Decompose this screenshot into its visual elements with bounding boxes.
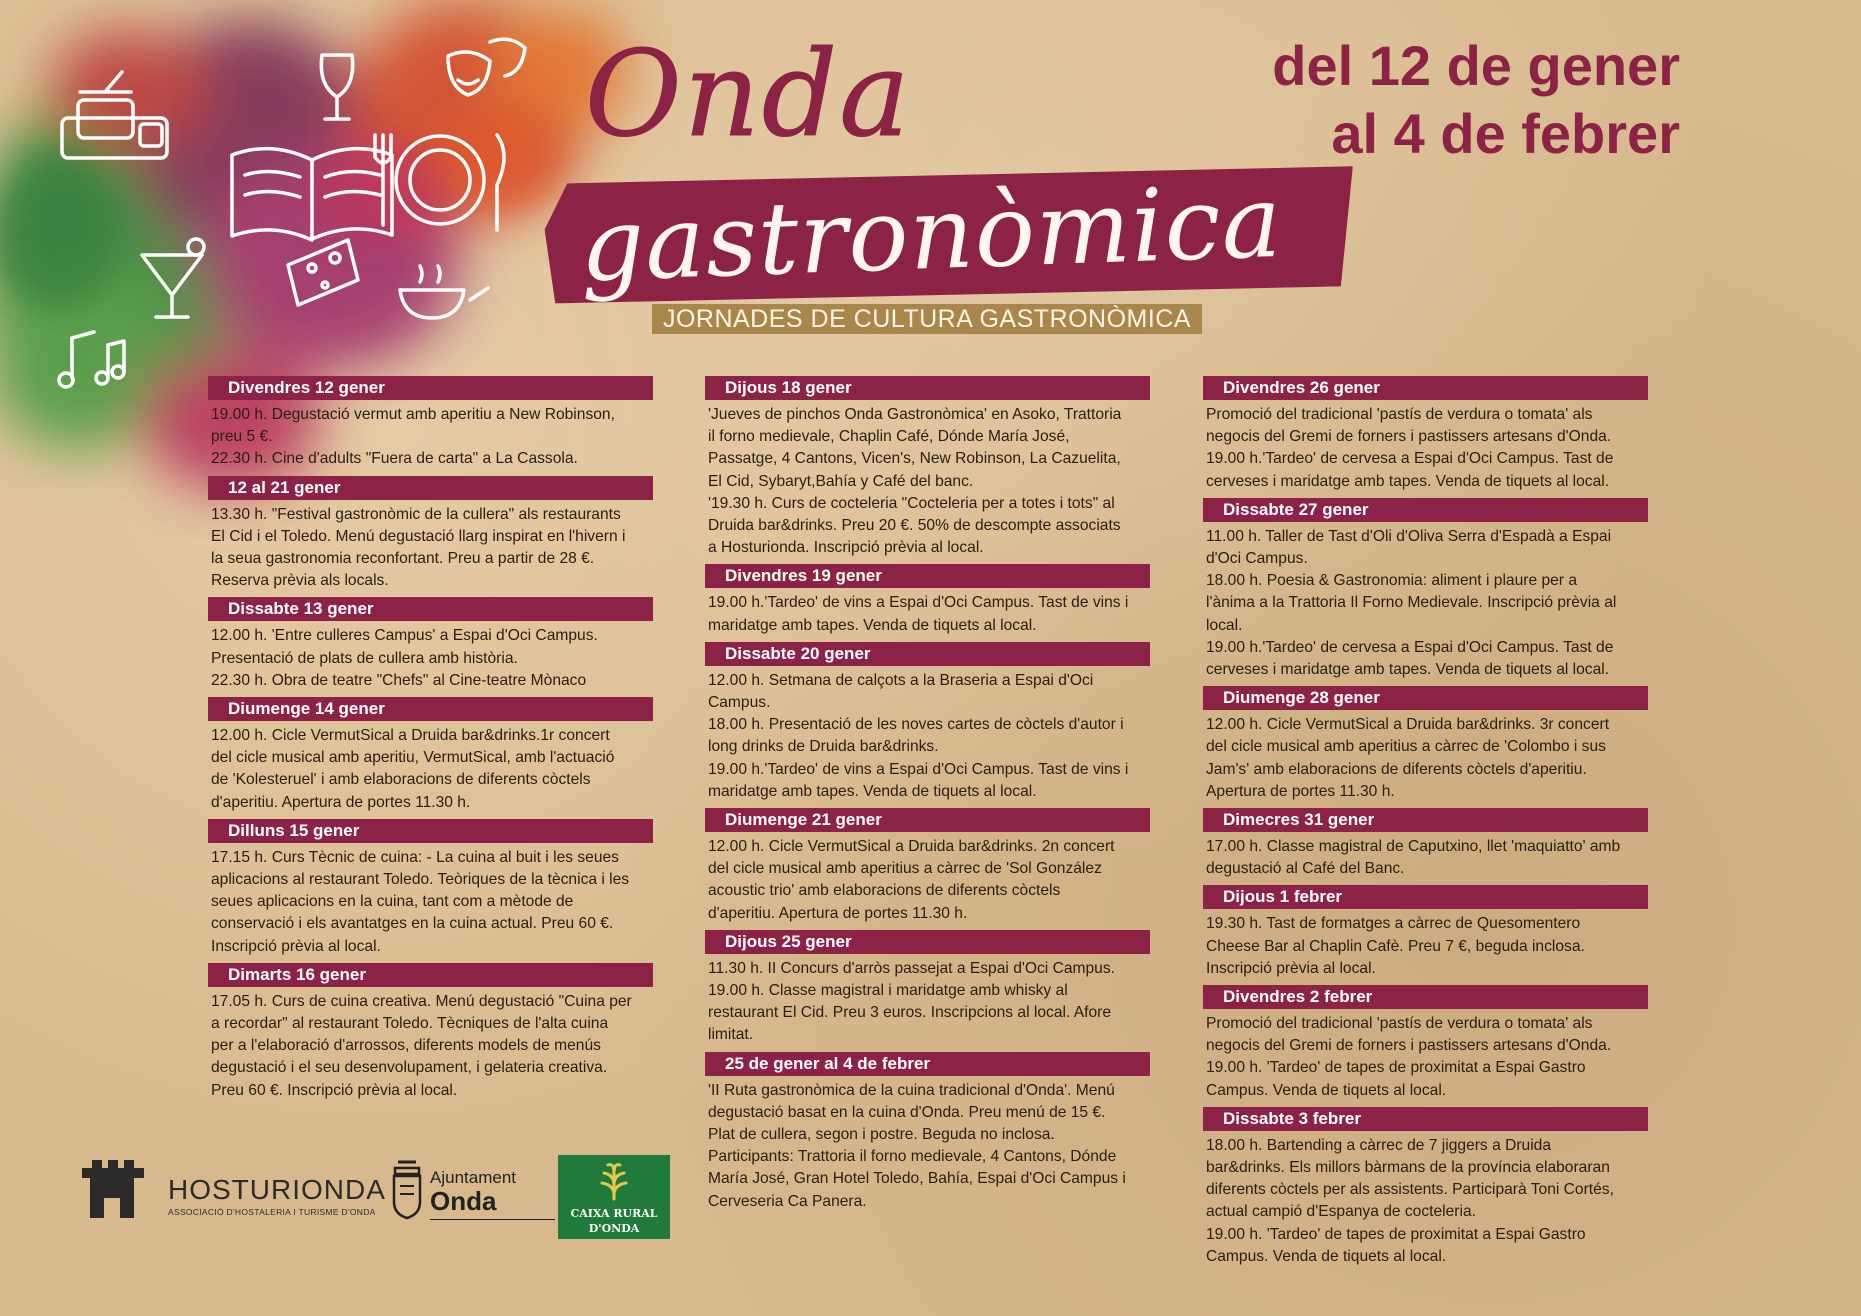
description-line: Passatge, 4 Cantons, Vicen's, New Robinson, La Cazuelita, bbox=[708, 450, 1121, 468]
description-line: Preu 60 €. Inscripció prèvia al local. bbox=[211, 1081, 458, 1099]
description-line: del cicle musical amb aperitiu, VermutSical, amb l'actuació bbox=[211, 749, 615, 767]
description-line: 17.00 h. Classe magistral de Caputxino, llet 'maquiatto' amb bbox=[1206, 838, 1621, 856]
description-line: Campus. bbox=[708, 694, 771, 712]
schedule-column-1 bbox=[208, 376, 653, 1107]
day-heading: Dissabte 3 febrer bbox=[1203, 1107, 1648, 1131]
description-line: Cerveseria Ca Panera. bbox=[708, 1192, 867, 1210]
description-line: 19.00 h.'Tardeo' de cervesa a Espai d'Oci Campus. Tast de bbox=[1206, 638, 1614, 656]
sponsor-logos bbox=[80, 1155, 690, 1245]
day-heading: Diumenge 28 gener bbox=[1203, 686, 1648, 710]
day-heading: Dilluns 15 gener bbox=[208, 819, 653, 843]
day-description bbox=[708, 670, 1150, 803]
description-line: a recordar" al restaurant Toledo. Tècniques de l'alta cuina bbox=[211, 1015, 609, 1033]
day-description bbox=[708, 836, 1150, 925]
description-line: 17.05 h. Curs de cuina creativa. Menú degustació "Cuina per bbox=[211, 992, 632, 1010]
day-description bbox=[211, 725, 653, 814]
description-line: negocis del Gremi de forners i pastissers artesans d'Onda. bbox=[1206, 428, 1612, 446]
day-heading: Dissabte 20 gener bbox=[705, 642, 1150, 666]
description-line: cerveses i maridatge amb tapes. Venda de tiquets al local. bbox=[1206, 661, 1610, 679]
day-description bbox=[1206, 526, 1648, 681]
description-line: 12.00 h. Cicle VermutSical a Druida bar&drinks.1r concert bbox=[211, 727, 610, 745]
description-line: 19.00 h.'Tardeo' de vins a Espai d'Oci Campus. Tast de vins i bbox=[708, 594, 1129, 612]
day-heading: Divendres 2 febrer bbox=[1203, 985, 1648, 1009]
description-line: conservació i els avantatges en la cuina actual. Preu 60 €. bbox=[211, 915, 614, 933]
day-description bbox=[211, 847, 653, 958]
day-description bbox=[211, 404, 653, 471]
day-heading: Divendres 12 gener bbox=[208, 376, 653, 400]
description-line: del cicle musical amb aperitius a càrrec de 'Colombo i sus bbox=[1206, 738, 1606, 756]
description-line: Promoció del tradicional 'pastís de verdura o tomata' als bbox=[1206, 406, 1593, 423]
description-line: negocis del Gremi de forners i pastissers artesans d'Onda. bbox=[1206, 1037, 1612, 1055]
coat-of-arms-icon bbox=[390, 1160, 424, 1220]
date-range-line1: del 12 de gener bbox=[1272, 34, 1680, 97]
description-line: Promoció del tradicional 'pastís de verdura o tomata' als bbox=[1206, 1015, 1593, 1033]
description-line: del cicle musical amb aperitius a càrrec de 'Sol González bbox=[708, 860, 1102, 878]
description-line: Plat de cullera, segon i postre. Beguda no inclosa. bbox=[708, 1126, 1055, 1144]
schedule-column-3 bbox=[1203, 376, 1648, 1273]
day-heading: Diumenge 14 gener bbox=[208, 697, 653, 721]
date-range-line2: al 4 de febrer bbox=[1331, 102, 1680, 165]
description-line: d'aperitiu. Apertura de portes 11.30 h. bbox=[708, 904, 968, 922]
description-line: a Hosturionda. Inscripció prèvia al local. bbox=[708, 539, 984, 557]
description-line: Jam's' amb elaboracions de diferents còctels d'aperitiu. bbox=[1206, 760, 1587, 778]
description-line: 12.00 h. Cicle VermutSical a Druida bar&drinks. 2n concert bbox=[708, 838, 1115, 856]
day-heading: Dijous 1 febrer bbox=[1203, 885, 1648, 909]
description-line: degustació al Café del Banc. bbox=[1206, 860, 1405, 878]
description-line: 19.00 h. 'Tardeo' de tapes de proximitat a Espai Gastro bbox=[1206, 1225, 1586, 1243]
description-line: maridatge amb tapes. Venda de tiquets al local. bbox=[708, 616, 1037, 634]
description-line: 17.15 h. Curs Tècnic de cuina: - La cuina al buit i les seues bbox=[211, 848, 619, 866]
caixa-rural-logo bbox=[558, 1155, 670, 1239]
hosturionda-name: HOSTURIONDA bbox=[168, 1174, 386, 1205]
description-line: Presentació de plats de cullera amb història. bbox=[211, 649, 518, 667]
description-line: 19.00 h. Classe magistral i maridatge amb whisky al bbox=[708, 982, 1068, 1000]
day-description bbox=[1206, 1013, 1648, 1102]
subtitle-band: JORNADES DE CULTURA GASTRONÒMICA bbox=[652, 304, 1202, 334]
day-heading: Divendres 26 gener bbox=[1203, 376, 1648, 400]
description-line: 18.00 h. Presentació de les noves cartes de còctels d'autor i bbox=[708, 716, 1124, 734]
date-range bbox=[1180, 32, 1680, 168]
description-line: seues aplicacions en la cuina, tant com a mètode de bbox=[211, 893, 574, 911]
description-line: 13.30 h. "Festival gastronòmic de la cullera" als restaurants bbox=[211, 505, 621, 523]
onda-underline bbox=[430, 1219, 555, 1220]
day-heading: Dissabte 27 gener bbox=[1203, 498, 1648, 522]
description-line: aplicacions al restaurant Toledo. Teòriques de la tècnica i les bbox=[211, 871, 630, 889]
description-line: Inscripció prèvia al local. bbox=[1206, 959, 1376, 977]
day-description bbox=[211, 625, 653, 692]
day-description bbox=[1206, 714, 1648, 803]
day-description bbox=[708, 958, 1150, 1047]
day-description bbox=[211, 991, 653, 1102]
description-line: de 'Kolesteruel' i amb elaboracions de diferents còctels bbox=[211, 771, 591, 789]
day-heading: Dimarts 16 gener bbox=[208, 963, 653, 987]
description-line: preu 5 €. bbox=[211, 428, 273, 446]
day-description bbox=[211, 504, 653, 593]
description-line: 18.00 h. Bartending a càrrec de 7 jiggers a Druida bbox=[1206, 1136, 1552, 1154]
description-line: maridatge amb tapes. Venda de tiquets al local. bbox=[708, 782, 1037, 800]
title-gastronomica: gastronòmica bbox=[578, 162, 1285, 305]
description-line: María José, Gran Hotel Toledo, Bahía, Espai d'Oci Campus i bbox=[708, 1170, 1126, 1188]
description-line: long drinks de Druida bar&drinks. bbox=[708, 738, 939, 756]
description-line: El Cid i el Toledo. Menú degustació llarg inspirat en l'hivern i bbox=[211, 527, 626, 545]
hosturionda-tagline: ASSOCIACIÓ D'HOSTALERIA I TURISME D'ONDA bbox=[168, 1207, 376, 1217]
day-heading: 12 al 21 gener bbox=[208, 476, 653, 500]
day-description bbox=[1206, 836, 1648, 880]
description-line: Campus. Venda de tiquets al local. bbox=[1206, 1081, 1447, 1099]
description-line: Apertura de portes 11.30 h. bbox=[1206, 782, 1395, 800]
day-heading: 25 de gener al 4 de febrer bbox=[705, 1052, 1150, 1076]
day-heading: Dijous 18 gener bbox=[705, 376, 1150, 400]
description-line: 19.00 h.'Tardeo' de cervesa a Espai d'Oci Campus. Tast de bbox=[1206, 450, 1614, 468]
day-description bbox=[708, 592, 1150, 636]
hosturionda-castle-icon bbox=[80, 1158, 152, 1222]
description-line: 19.00 h. 'Tardeo' de tapes de proximitat a Espai Gastro bbox=[1206, 1059, 1586, 1077]
schedule-column-2 bbox=[705, 376, 1150, 1218]
day-description bbox=[1206, 404, 1648, 493]
onda-label: Onda bbox=[430, 1186, 497, 1216]
description-line: 19.00 h.'Tardeo' de vins a Espai d'Oci Campus. Tast de vins i bbox=[708, 760, 1129, 778]
description-line: degustació i el seu desenvolupament, i gelateria creativa. bbox=[211, 1059, 608, 1077]
description-line: 11.00 h. Taller de Tast d'Oli d'Oliva Serra d'Espadà a Espai bbox=[1206, 527, 1612, 545]
day-heading: Diumenge 21 gener bbox=[705, 808, 1150, 832]
description-line: 'II Ruta gastronòmica de la cuina tradicional d'Onda'. Menú bbox=[708, 1081, 1115, 1099]
description-line: per a l'elaboració d'arrossos, diferents models de menús bbox=[211, 1037, 601, 1055]
day-description bbox=[1206, 1135, 1648, 1268]
description-line: local. bbox=[1206, 616, 1243, 634]
description-line: 19.00 h. Degustació vermut amb aperitiu a New Robinson, bbox=[211, 406, 615, 423]
description-line: 12.00 h. Cicle VermutSical a Druida bar&drinks. 3r concert bbox=[1206, 716, 1610, 734]
description-line: 19.30 h. Tast de formatges a càrrec de Quesomentero bbox=[1206, 915, 1581, 933]
description-line: degustació basat en la cuina d'Onda. Preu menú de 15 €. bbox=[708, 1103, 1106, 1121]
day-heading: Dissabte 13 gener bbox=[208, 597, 653, 621]
description-line: '19.30 h. Curs de cocteleria "Cocteleria per a totes i tots" al bbox=[708, 494, 1115, 512]
description-line: d'Oci Campus. bbox=[1206, 550, 1308, 568]
description-line: acoustic trio' amb elaboracions de diferents còctels bbox=[708, 882, 1061, 900]
day-description bbox=[708, 1080, 1150, 1213]
title-onda: Onda bbox=[585, 25, 912, 163]
description-line: Druida bar&drinks. Preu 20 €. 50% de descompte associats bbox=[708, 517, 1121, 535]
ajuntament-onda-logo bbox=[390, 1160, 516, 1225]
caixa-line2: D'ONDA bbox=[588, 1222, 640, 1235]
description-line: l'ànima a la Trattoria Il Forno Medievale. Inscripció prèvia al bbox=[1206, 594, 1617, 612]
day-heading: Dimecres 31 gener bbox=[1203, 808, 1648, 832]
description-line: d'aperitiu. Apertura de portes 11.30 h. bbox=[211, 793, 471, 811]
day-heading: Divendres 19 gener bbox=[705, 564, 1150, 588]
day-heading: Dijous 25 gener bbox=[705, 930, 1150, 954]
description-line: la seua gastronomia reconfortant. Preu a partir de 28 €. bbox=[211, 550, 595, 568]
description-line: 'Jueves de pinchos Onda Gastronòmica' en Asoko, Trattoria bbox=[708, 406, 1122, 423]
day-description bbox=[1206, 913, 1648, 980]
description-line: Participants: Trattoria il forno medievale, 4 Cantons, Dónde bbox=[708, 1148, 1117, 1166]
description-line: Campus. Venda de tiquets al local. bbox=[1206, 1247, 1447, 1265]
description-line: 12.00 h. 'Entre culleres Campus' a Espai d'Oci Campus. bbox=[211, 627, 598, 645]
description-line: El Cid, Sybaryt,Bahía y Café del banc. bbox=[708, 472, 974, 490]
description-line: actual campió d'Espanya de cocteleria. bbox=[1206, 1203, 1476, 1221]
description-line: Inscripció prèvia al local. bbox=[211, 937, 381, 955]
description-line: Cheese Bar al Chaplin Cafè. Preu 7 €, beguda inclosa. bbox=[1206, 937, 1585, 955]
wheat-icon bbox=[558, 1155, 670, 1207]
description-line: restaurant El Cid. Preu 3 euros. Inscripcions al local. Afore bbox=[708, 1004, 1112, 1022]
description-line: 11.30 h. II Concurs d'arròs passejat a Espai d'Oci Campus. bbox=[708, 959, 1115, 977]
description-line: bar&drinks. Els millors bàrmans de la província elaboraran bbox=[1206, 1159, 1610, 1177]
description-line: 12.00 h. Setmana de calçots a la Braseria a Espai d'Oci bbox=[708, 671, 1094, 689]
description-line: 18.00 h. Poesia & Gastronomia: aliment i plaure per a bbox=[1206, 572, 1577, 590]
caixa-line1: CAIXA RURAL bbox=[570, 1207, 658, 1220]
description-line: 22.30 h. Cine d'adults "Fuera de carta" a La Cassola. bbox=[211, 450, 578, 468]
day-description bbox=[708, 404, 1150, 559]
description-line: 22.30 h. Obra de teatre "Chefs" al Cine-teatre Mònaco bbox=[211, 671, 587, 689]
description-line: il forno medievale, Chaplin Café, Dónde María José, bbox=[708, 428, 1070, 446]
description-line: diferents còctels per als assistents. Participarà Toni Cortés, bbox=[1206, 1181, 1614, 1199]
description-line: limitat. bbox=[708, 1026, 754, 1044]
ajuntament-label: Ajuntament bbox=[430, 1168, 516, 1187]
description-line: Reserva prèvia als locals. bbox=[211, 572, 389, 590]
description-line: cerveses i maridatge amb tapes. Venda de tiquets al local. bbox=[1206, 472, 1610, 490]
